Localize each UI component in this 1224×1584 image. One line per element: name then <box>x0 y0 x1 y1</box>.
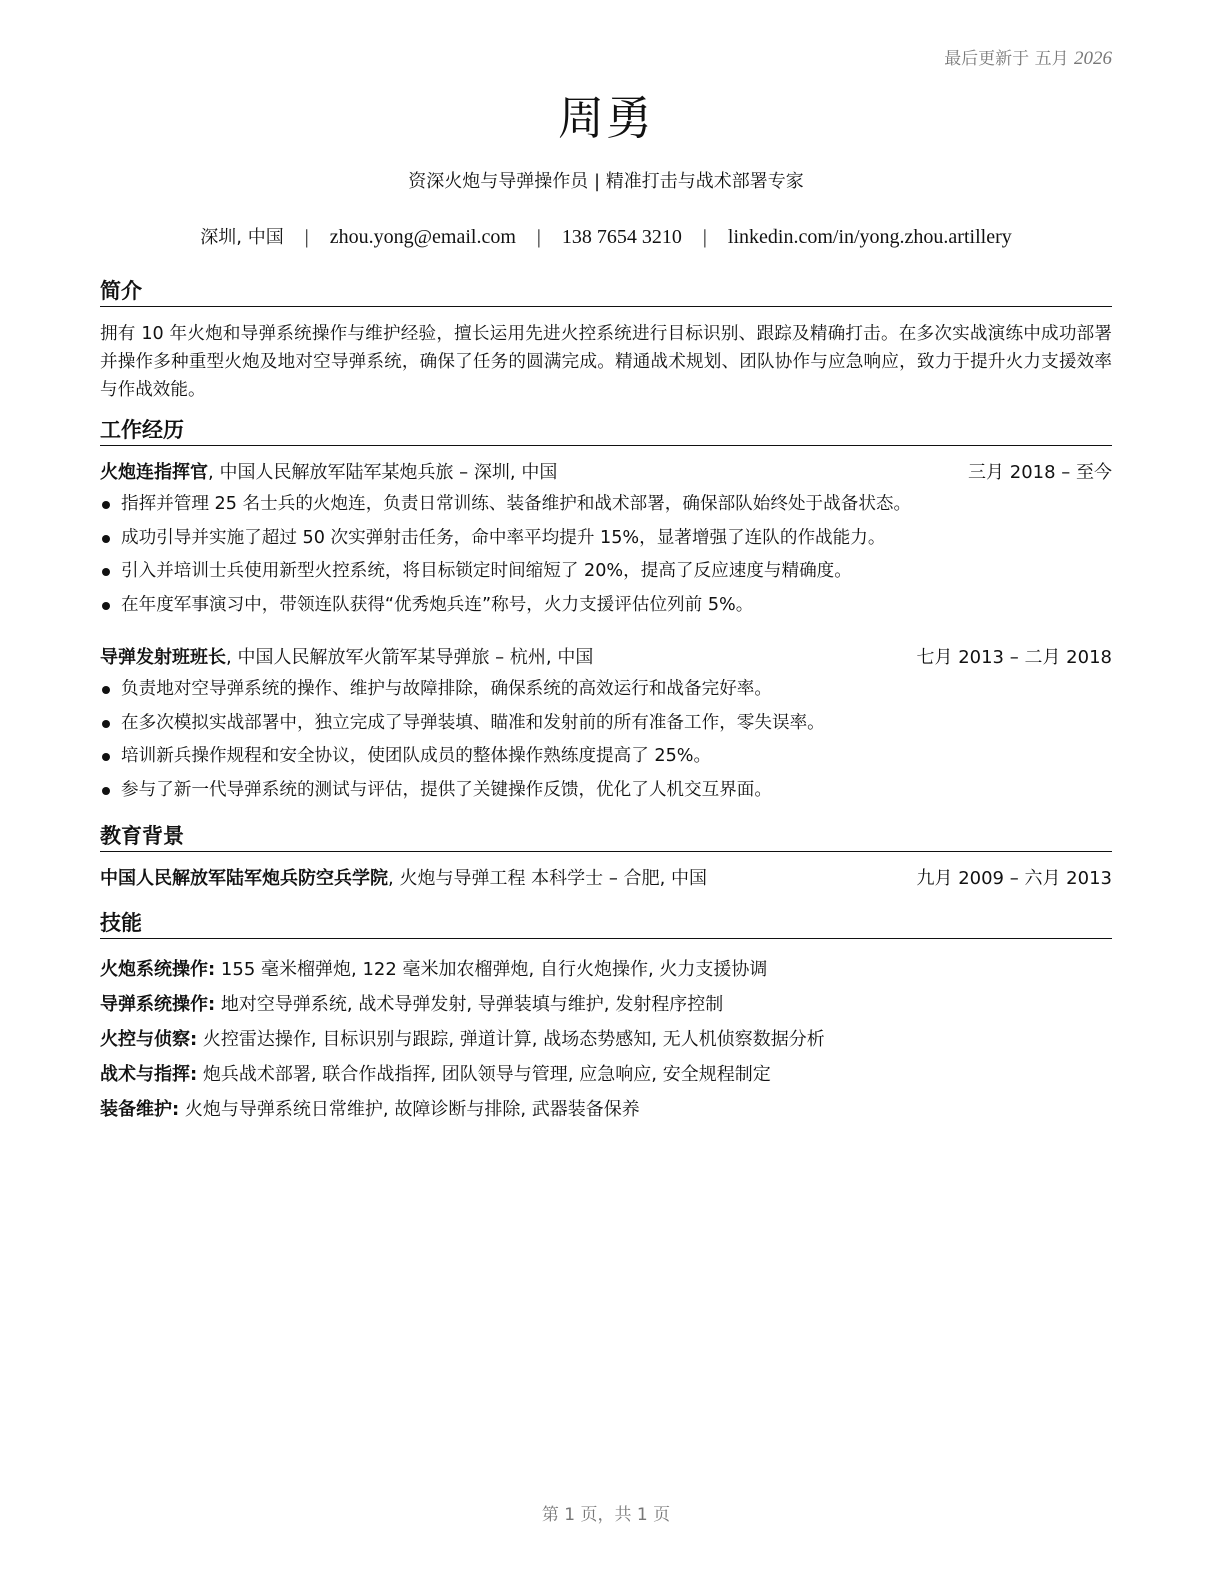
job-org: , 中国人民解放军陆军某炮兵旅 – 深圳, 中国 <box>208 462 558 483</box>
section-title-experience: 工作经历 <box>100 415 1112 446</box>
bullet-text: 在多次模拟实战部署中，独立完成了导弹装填、瞄准和发射前的所有准备工作，零失误率。 <box>121 712 825 733</box>
bullet-text: 指挥并管理 25 名士兵的火炮连，负责日常训练、装备维护和战术部署，确保部队始终处于战备状态。 <box>121 494 912 514</box>
job-title-line <box>100 458 557 488</box>
job-bullets <box>100 488 1112 622</box>
bullet-text: 培训新兵操作规程和安全协议，使团队成员的整体操作熟练度提高了 25%。 <box>121 746 712 766</box>
summary-text: 拥有 10 年火炮和导弹系统操作与维护经验，擅长运用先进火控系统进行目标识别、跟踪及精确打击。在多次实战演练中成功部署并操作多种重型火炮及地对空导弹系统，确保了任务的圆满完成。精通战术规划、团队协作与应急响应，致力于提升火力支援效率与作战效能。 <box>100 324 1112 400</box>
bullet-dot <box>102 501 110 509</box>
bullet-text: 参与了新一代导弹系统的测试与评估，提供了关键操作反馈，优化了人机交互界面。 <box>121 779 772 800</box>
section-title-summary: 简介 <box>100 276 1112 307</box>
bullet-dot <box>102 720 110 728</box>
job-header <box>100 643 1112 673</box>
contact-line <box>100 222 1112 253</box>
skills-list <box>100 952 1112 1127</box>
headline: 资深火炮与导弹操作员 | 精准打击与战术部署专家 <box>408 171 804 192</box>
education-school: 中国人民解放军陆军炮兵防空兵学院 <box>100 868 388 889</box>
list-item <box>100 774 1112 808</box>
contact-location: 深圳, 中国 <box>200 227 284 248</box>
job-title: 火炮连指挥官 <box>100 462 208 483</box>
list-item <box>100 740 1112 774</box>
education-row <box>100 864 1112 894</box>
bullet-dot <box>102 787 110 795</box>
job-org: , 中国人民解放军火箭军某导弹旅 – 杭州, 中国 <box>226 647 594 668</box>
bullet-dot <box>102 568 110 576</box>
list-item <box>100 522 1112 556</box>
contact-separator: | <box>536 226 541 248</box>
list-item <box>100 555 1112 589</box>
education-detail: , 火炮与导弹工程 本科学士 – 合肥, 中国 <box>388 868 708 889</box>
contact-separator: | <box>304 226 309 248</box>
skill-label: 火控与侦察: <box>100 1029 198 1050</box>
education-dates: 九月 2009 – 六月 2013 <box>916 868 1112 889</box>
last-updated-label: 最后更新于 五月 <box>944 49 1069 69</box>
skill-row <box>100 1092 1112 1127</box>
bullet-text: 负责地对空导弹系统的操作、维护与故障排除，确保系统的高效运行和战备完好率。 <box>121 679 772 699</box>
bullet-dot <box>102 602 110 610</box>
job-dates: 七月 2013 – 二月 2018 <box>916 647 1112 668</box>
skill-row <box>100 1022 1112 1057</box>
bullet-text: 在年度军事演习中，带领连队获得“优秀炮兵连”称号，火力支援评估位列前 5%。 <box>121 594 754 615</box>
bullet-dot <box>102 686 110 694</box>
skill-row <box>100 952 1112 987</box>
bullet-dot <box>102 535 110 543</box>
page-footer: 第 1 页，共 1 页 <box>541 1505 671 1525</box>
list-item <box>100 488 1112 522</box>
job-title: 导弹发射班班长 <box>100 647 226 668</box>
skill-label: 战术与指挥: <box>100 1064 198 1085</box>
resume-page <box>100 0 1112 1584</box>
last-updated-year: 2026 <box>1074 48 1112 69</box>
contact-email[interactable]: zhou.yong@email.com <box>329 226 516 248</box>
skill-value: 炮兵战术部署, 联合作战指挥, 团队领导与管理, 应急响应, 安全规程制定 <box>197 1064 771 1085</box>
candidate-name: 周勇 <box>558 91 654 145</box>
education-line <box>100 864 707 894</box>
skill-row <box>100 987 1112 1022</box>
job-dates: 三月 2018 – 至今 <box>968 462 1112 483</box>
job-title-line <box>100 643 593 673</box>
skill-label: 导弹系统操作: <box>100 994 216 1015</box>
bullet-text: 成功引导并实施了超过 50 次实弹射击任务，命中率平均提升 15%，显著增强了连队的作战能力。 <box>121 527 886 548</box>
skill-label: 装备维护: <box>100 1099 180 1120</box>
last-updated <box>944 44 1112 70</box>
bullet-text: 引入并培训士兵使用新型火控系统，将目标锁定时间缩短了 20%，提高了反应速度与精确度。 <box>121 561 852 581</box>
contact-phone[interactable]: 138 7654 3210 <box>561 226 682 248</box>
skill-value: 火控雷达操作, 目标识别与跟踪, 弹道计算, 战场态势感知, 无人机侦察数据分析 <box>197 1029 825 1050</box>
contact-separator: | <box>702 226 707 248</box>
list-item <box>100 707 1112 741</box>
list-item <box>100 673 1112 707</box>
section-title-skills: 技能 <box>100 908 1112 939</box>
bullet-dot <box>102 753 110 761</box>
skill-label: 火炮系统操作: <box>100 959 216 980</box>
skill-value: 地对空导弹系统, 战术导弹发射, 导弹装填与维护, 发射程序控制 <box>215 994 724 1015</box>
section-title-education: 教育背景 <box>100 821 1112 852</box>
job-bullets <box>100 673 1112 807</box>
skill-value: 火炮与导弹系统日常维护, 故障诊断与排除, 武器装备保养 <box>179 1099 640 1120</box>
skill-value: 155 毫米榴弹炮, 122 毫米加农榴弹炮, 自行火炮操作, 火力支援协调 <box>215 959 768 980</box>
job-header <box>100 458 1112 488</box>
contact-linkedin[interactable]: linkedin.com/in/yong.zhou.artillery <box>727 226 1012 248</box>
skill-row <box>100 1057 1112 1092</box>
list-item <box>100 589 1112 623</box>
